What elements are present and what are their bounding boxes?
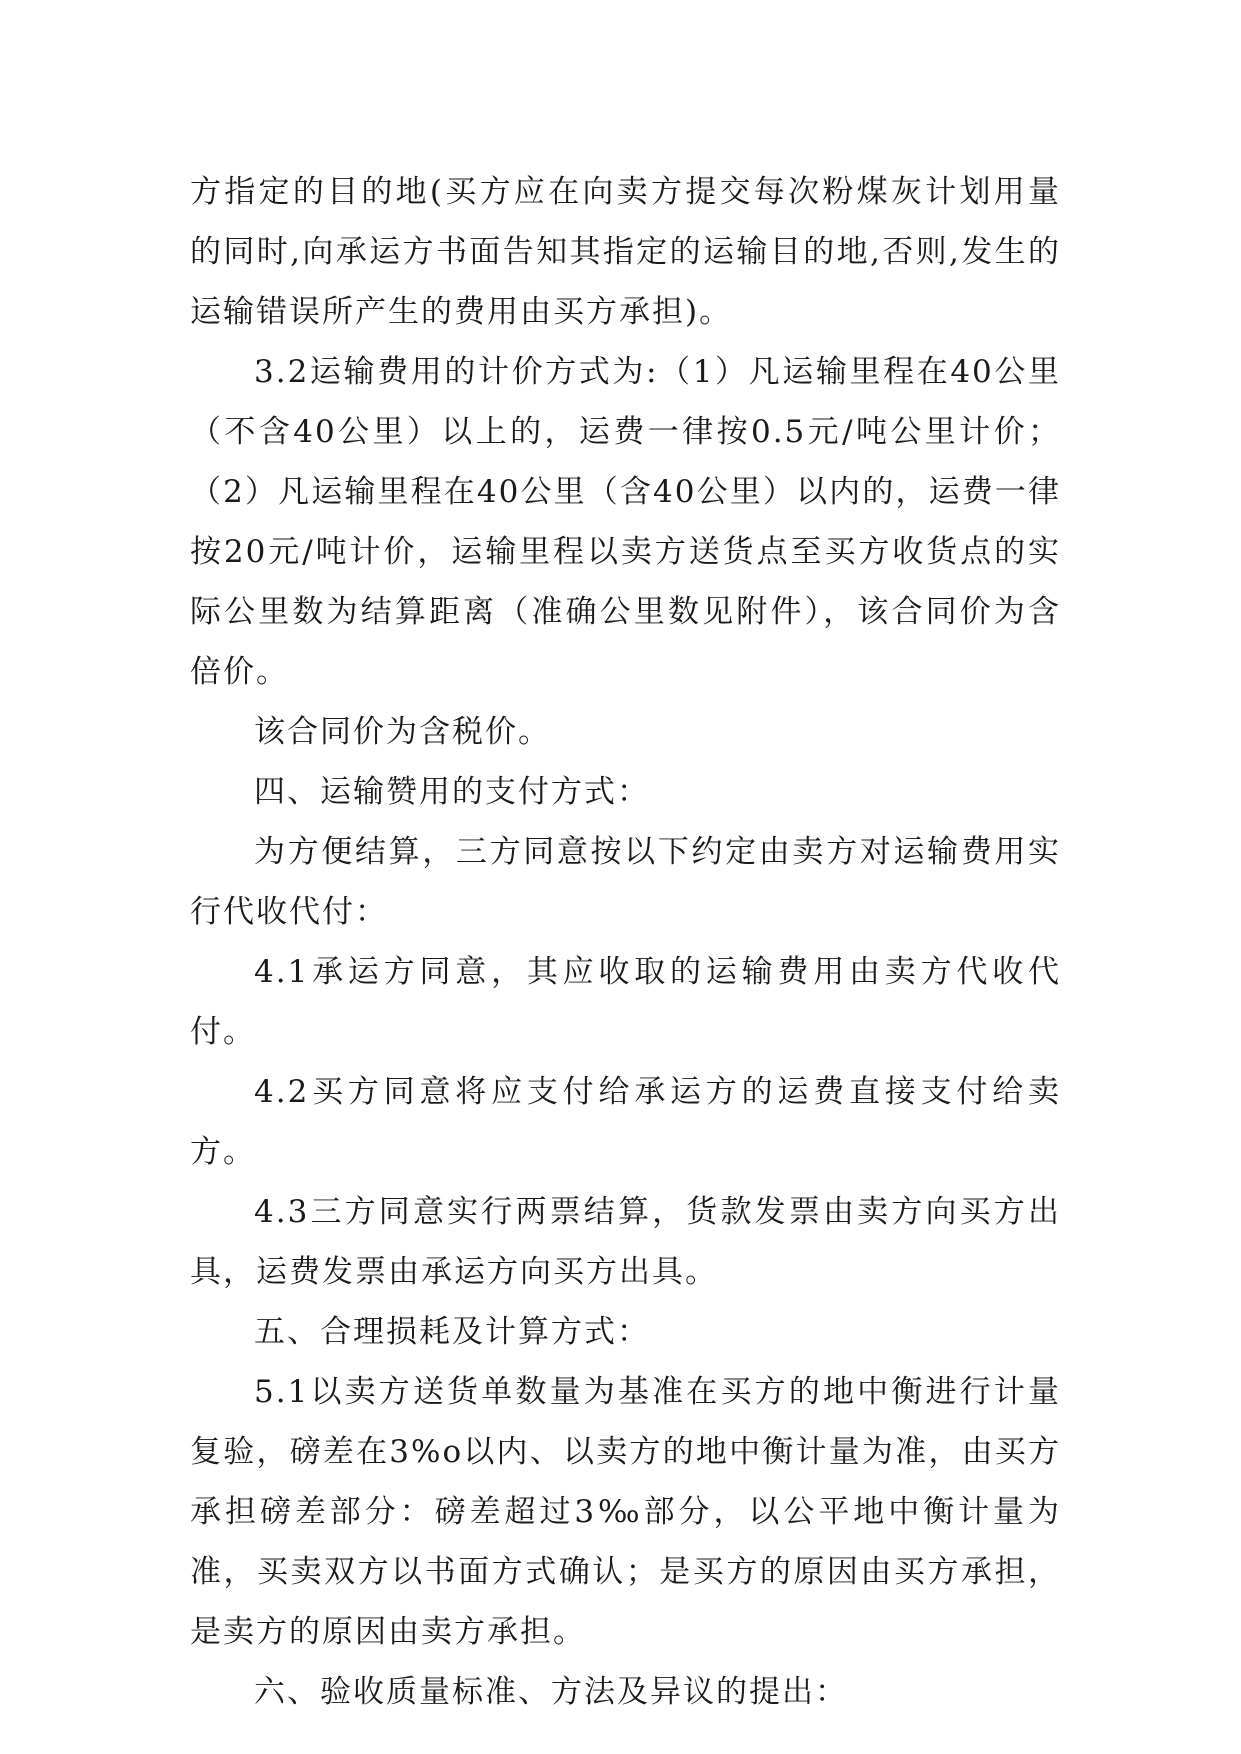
section-heading-4: 四、运输赞用的支付方式： [254,774,650,810]
section-heading-5: 五、合理损耗及计算方式： [254,1314,650,1350]
paragraph-4-1: 4.1承运方同意，其应收取的运输费用由卖方代收代付。 [190,954,1061,1050]
paragraph-5-1: 5.1以卖方送货单数量为基准在买方的地中衡进行计量复验，磅差在3%o以内、以卖方的地中衡计量为准，由买方承担磅差部分：磅差超过3‰部分，以公平地中衡计量为准，买卖双方以书面方式确认；是买方的原因由买方承担，是卖方的原因由卖方承担。 [190,1374,1061,1650]
paragraph-settlement-intro: 为方便结算，三方同意按以下约定由卖方对运输费用实行代收代付： [190,834,1061,930]
paragraph-3-2-pricing: 3.2运输费用的计价方式为:（1）凡运输里程在40公里（不含40公里）以上的，运费一律按0.5元/吨公里计价；（2）凡运输里程在40公里（含40公里）以内的，运费一律按20元/吨计价，运输里程以卖方送货点至买方收货点的实际公里数为结算距离（准确公里数见附件），该合同价为含倍价。 [190,354,1061,690]
paragraph-tax-inclusive: 该合同价为含税价。 [254,714,551,750]
paragraph-destination: 方指定的目的地(买方应在向卖方提交每次粉煤灰计划用量的同时,向承运方书面告知其指定的运输目的地,否则,发生的运输错误所产生的费用由买方承担)。 [190,174,1061,330]
paragraph-4-3: 4.3三方同意实行两票结算，货款发票由卖方向买方出具，运费发票由承运方向买方出具。 [190,1194,1061,1290]
section-heading-6: 六、验收质量标准、方法及异议的提出： [254,1674,848,1710]
paragraph-4-2: 4.2买方同意将应支付给承运方的运费直接支付给卖方。 [190,1074,1061,1170]
